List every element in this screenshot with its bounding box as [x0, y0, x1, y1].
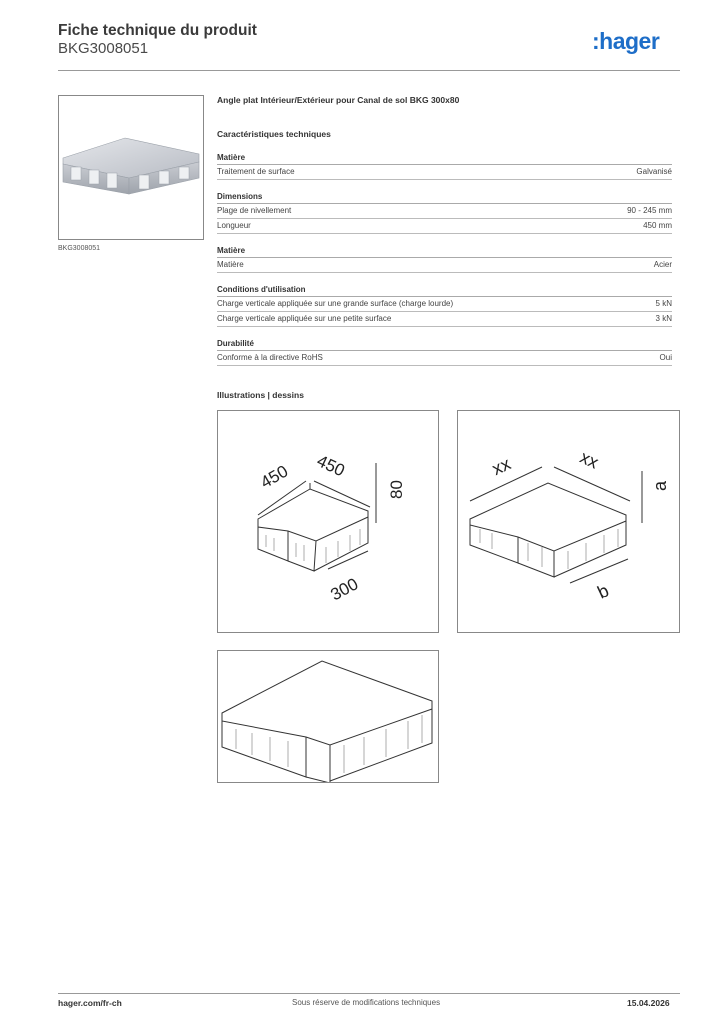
spec-value: Oui	[659, 353, 672, 362]
dim-label-height: 80	[387, 480, 406, 499]
dimension-drawing-1	[217, 410, 439, 633]
spec-row	[217, 219, 672, 234]
spec-row	[217, 165, 672, 180]
spec-label: Traitement de surface	[217, 167, 295, 176]
specs-heading: Caractéristiques techniques	[217, 129, 331, 139]
spec-value: 3 kN	[655, 314, 672, 323]
spec-group-title: Matière	[217, 246, 672, 258]
product-image	[58, 95, 204, 240]
dimension-drawing-2	[457, 410, 680, 633]
spec-group-title: Durabilité	[217, 339, 672, 351]
spec-label: Charge verticale appliquée sur une grande surface (charge lourde)	[217, 299, 454, 308]
product-image-caption: BKG3008051	[58, 245, 101, 252]
spec-row	[217, 258, 672, 273]
spec-value: 450 mm	[643, 221, 672, 230]
spec-label: Conforme à la directive RoHS	[217, 353, 323, 362]
dim-label-length-b: 450	[313, 451, 348, 481]
product-name: Angle plat Intérieur/Extérieur pour Canal de sol BKG 300x80	[217, 95, 460, 105]
dim-label-width: b	[594, 580, 612, 603]
page-title: Fiche technique du produit	[58, 22, 257, 39]
spec-label: Plage de nivellement	[217, 206, 292, 215]
footer-date: 15.04.2026	[627, 998, 670, 1008]
product-render	[59, 96, 203, 239]
dim-label-length-a: 450	[257, 461, 292, 493]
spec-row	[217, 312, 672, 327]
spec-label: Matière	[217, 260, 244, 269]
footer-website-link[interactable]: hager.com/fr-ch	[58, 998, 122, 1008]
spec-row	[217, 351, 672, 366]
spec-value: Acier	[653, 260, 672, 269]
spec-value: 90 - 245 mm	[627, 206, 672, 215]
product-code: BKG3008051	[58, 40, 149, 57]
dim-label-length-a: xx	[488, 453, 514, 480]
spec-group-title: Dimensions	[217, 192, 672, 204]
dim-label-height: a	[650, 480, 670, 491]
perspective-drawing	[217, 650, 439, 783]
spec-value: Galvanisé	[636, 167, 672, 176]
dim-label-length-b: xx	[576, 446, 602, 473]
spec-group-title: Matière	[217, 153, 672, 165]
footer-divider	[58, 993, 680, 994]
header-divider	[58, 70, 680, 71]
spec-row	[217, 204, 672, 219]
footer-notice: Sous réserve de modifications techniques	[292, 998, 441, 1007]
hager-logo: :hager	[592, 28, 660, 54]
spec-label: Longueur	[217, 221, 251, 230]
spec-content	[217, 95, 672, 366]
spec-value: 5 kN	[655, 299, 672, 308]
illustrations-heading: Illustrations | dessins	[217, 390, 304, 400]
spec-row	[217, 297, 672, 312]
dim-label-width: 300	[327, 574, 362, 605]
spec-label: Charge verticale appliquée sur une petite surface	[217, 314, 392, 323]
spec-group-title: Conditions d'utilisation	[217, 285, 672, 297]
